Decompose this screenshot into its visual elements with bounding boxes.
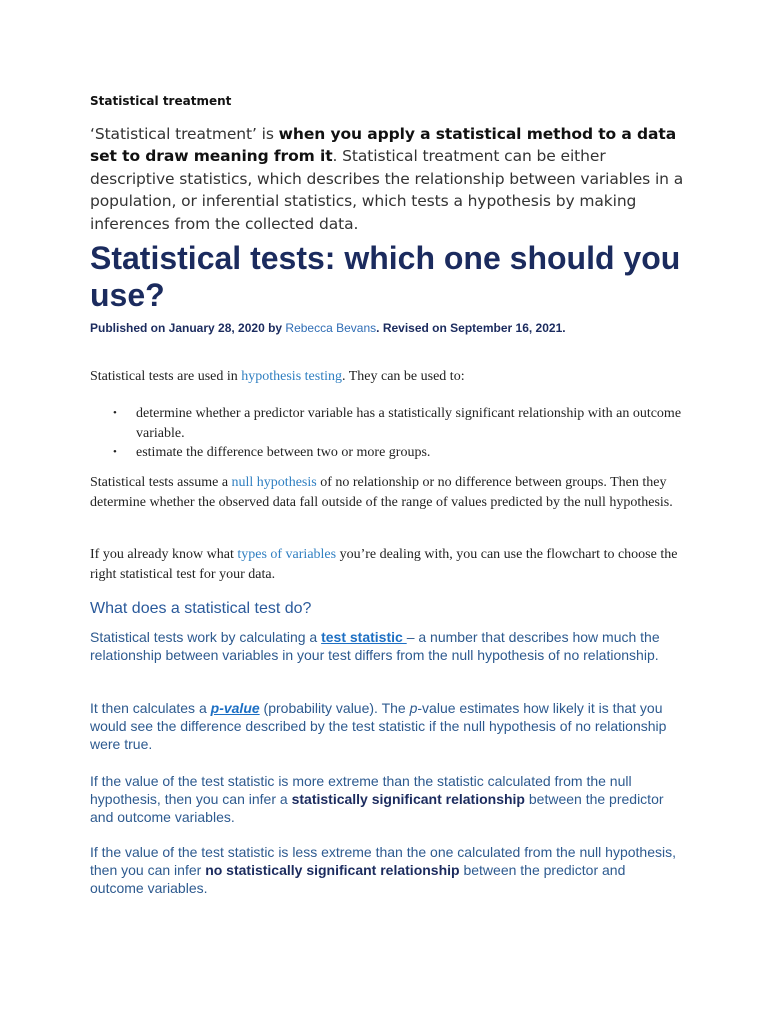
paragraph-text: If you already know what: [90, 547, 238, 562]
null-hypothesis-link[interactable]: null hypothesis: [231, 475, 317, 490]
intro-paragraph: [90, 123, 690, 235]
paragraph-text: (probability value). The: [259, 700, 410, 716]
paragraph-text: If the value of the test statistic is more extreme than the statistic calculated from the null hypothesis, then you can infer a: [90, 773, 632, 807]
paragraph-text: of no relationship or no difference between groups. Then they determine whether the observed data fall outside of the range of values predicted by the null hypothesis.: [90, 475, 673, 510]
paragraph-text: between the predictor and outcome variables.: [90, 791, 664, 825]
subheading: What does a statistical test do?: [90, 600, 312, 617]
test-statistic-link[interactable]: test statistic: [321, 629, 407, 645]
intro-rest: . Statistical treatment can be either descriptive statistics, which describes the relationship between variables in a population, or inferential statistics, which tests a hypothesis by making inferences from the collected data.: [90, 147, 684, 233]
paragraph-variables: [90, 545, 680, 584]
paragraph-text: Statistical tests are used in: [90, 369, 242, 384]
list-item-text: estimate the difference between two or more groups.: [136, 445, 431, 460]
paragraph-text: -value estimates how likely it is that you would see the difference described by the test statistic if the null hypothesis of no relationship were true.: [90, 700, 667, 752]
paragraph-test-statistic: [90, 628, 680, 664]
list-item-text: determine whether a predictor variable has a statistically significant relationship with an outcome variable.: [136, 406, 682, 441]
page-title: Statistical tests: which one should you use?: [90, 240, 681, 313]
byline: [90, 321, 566, 335]
paragraph-text: . They can be used to:: [341, 369, 465, 384]
paragraph-text: – a number that describes how much the relationship between variables in your test differs from the null hypothesis of no relationship.: [90, 629, 660, 663]
p-value-link[interactable]: p-value: [210, 700, 260, 716]
intro-bold: when you apply a statistical method to a data set to draw meaning from it: [90, 125, 677, 166]
paragraph-text: If the value of the test statistic is less extreme than the one calculated from the null hypothesis, then you can infer: [90, 844, 676, 878]
bullet-icon: •: [113, 407, 117, 419]
paragraph-not-significant: [90, 843, 680, 897]
paragraph-text: Statistical tests work by calculating a: [90, 629, 322, 645]
paragraph-text: It then calculates a: [90, 700, 211, 716]
list-item: [90, 404, 690, 443]
bold-text: no statistically significant relationship: [205, 862, 460, 878]
paragraph-usage: [90, 367, 680, 387]
hypothesis-testing-link[interactable]: hypothesis testing: [241, 369, 342, 384]
types-of-variables-link[interactable]: types of variables: [237, 547, 337, 562]
byline-revised: . Revised on September 16, 2021.: [376, 321, 566, 335]
bold-text: statistically significant relationship: [291, 791, 525, 807]
italic-p: p: [409, 700, 418, 716]
paragraph-text: you’re dealing with, you can use the flowchart to choose the right statistical test for your data.: [90, 547, 678, 582]
paragraph-text: between the predictor and outcome variables.: [90, 862, 626, 896]
paragraph-null-hypothesis: [90, 473, 680, 512]
bullet-icon: •: [113, 446, 117, 458]
paragraph-significant: [90, 772, 680, 826]
bullet-list: [90, 404, 690, 463]
section-heading: Statistical treatment: [90, 94, 232, 108]
paragraph-p-value: [90, 699, 680, 753]
paragraph-text: Statistical tests assume a: [90, 475, 232, 490]
intro-text: ‘Statistical treatment’ is: [90, 125, 279, 143]
author-link[interactable]: Rebecca Bevans: [285, 321, 377, 335]
byline-published: Published on January 28, 2020 by: [90, 321, 286, 335]
list-item: [90, 443, 690, 463]
